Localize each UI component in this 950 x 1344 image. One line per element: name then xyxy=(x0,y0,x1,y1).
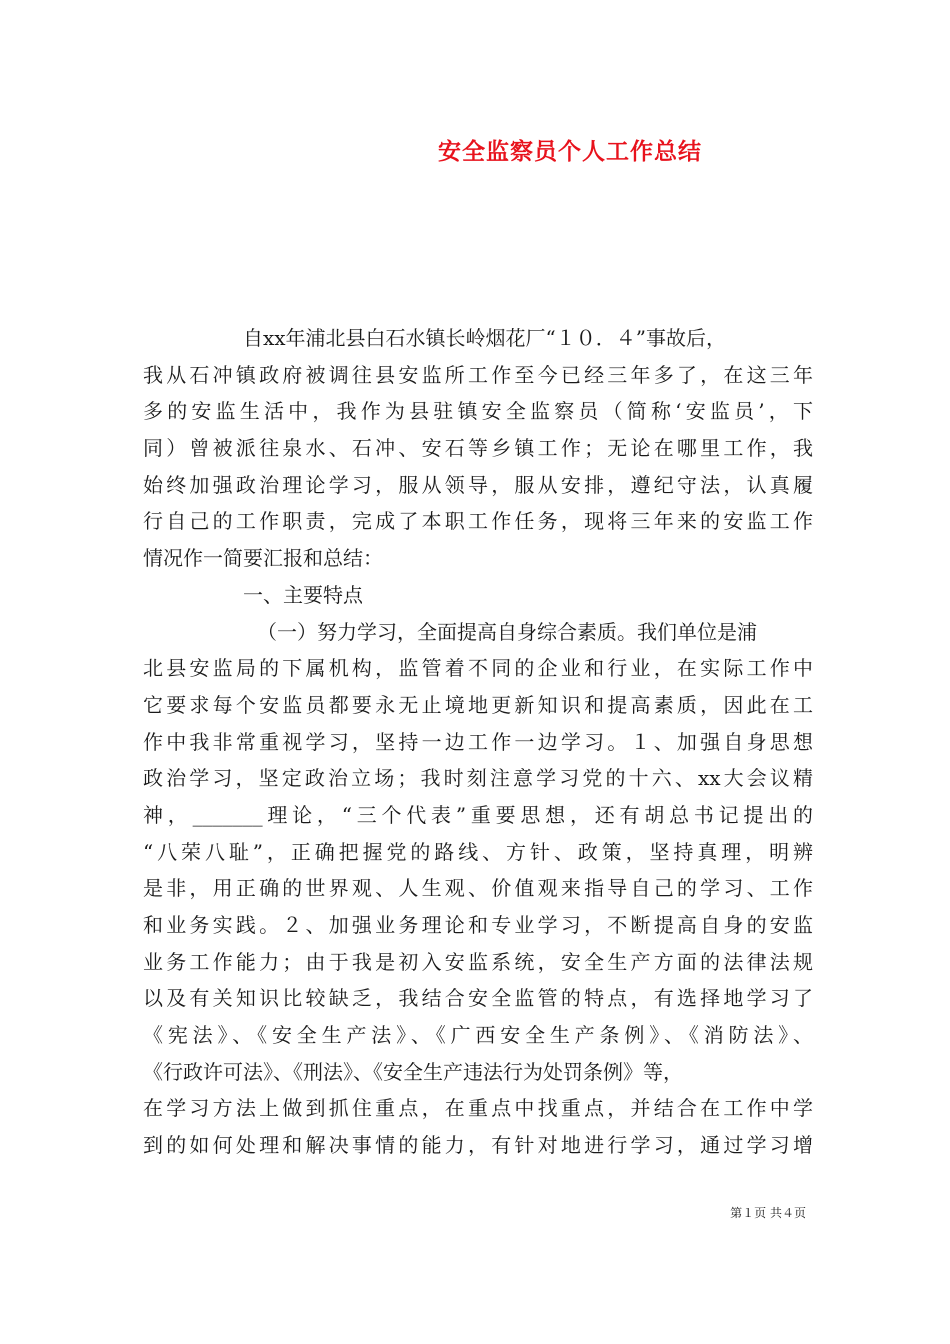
body-line: 一、主要特点 xyxy=(243,582,363,607)
body-line: 神，_______理论，“三个代表”重要思想，还有胡总书记提出的 xyxy=(143,802,813,827)
body-line: 到的如何处理和解决事情的能力，有针对地进行学习，通过学习增 xyxy=(143,1133,813,1158)
body-line: （一）努力学习，全面提高自身综合素质。我们单位是浦 xyxy=(257,619,757,644)
body-line: 行自己的工作职责，完成了本职工作任务，现将三年来的安监工作 xyxy=(143,509,813,534)
document-title: 安全监察员个人工作总结 xyxy=(438,138,702,165)
body-line: 以及有关知识比较缺乏，我结合安全监管的特点，有选择地学习了 xyxy=(143,986,813,1011)
body-line: 政治学习，坚定政治立场；我时刻注意学习党的十六、xx大会议精 xyxy=(143,766,813,791)
body-line: “八荣八耻”，正确把握党的路线、方针、政策，坚持真理，明辨 xyxy=(143,839,813,864)
document-body xyxy=(143,320,813,1164)
body-line: 《宪法》、《安全生产法》、《广西安全生产条例》、《消防法》、 xyxy=(143,1023,813,1048)
body-line: 自xx年浦北县白石水镇长岭烟花厂“１０．４”事故后， xyxy=(243,326,727,350)
page-footer: 第１页 共４页 xyxy=(730,1206,806,1220)
body-line: 它要求每个安监员都要永无止境地更新知识和提高素质，因此在工 xyxy=(143,692,813,717)
body-line: 业务工作能力；由于我是初入安监系统，安全生产方面的法律法规 xyxy=(143,949,813,974)
body-line: 始终加强政治理论学习，服从领导，服从安排，遵纪守法，认真履 xyxy=(143,472,813,497)
body-line: 同）曾被派往泉水、石冲、安石等乡镇工作；无论在哪里工作，我 xyxy=(143,436,813,461)
body-line: 和业务实践。２、加强业务理论和专业学习，不断提高自身的安监 xyxy=(143,913,813,937)
body-line: 在学习方法上做到抓住重点，在重点中找重点，并结合在工作中学 xyxy=(143,1096,813,1121)
body-line: 情况作一简要汇报和总结： xyxy=(143,546,383,571)
body-line: 我从石冲镇政府被调往县安监所工作至今已经三年多了，在这三年 xyxy=(143,362,813,387)
body-line: 是非，用正确的世界观、人生观、价值观来指导自己的学习、工作 xyxy=(143,876,813,901)
body-line: 作中我非常重视学习，坚持一边工作一边学习。１、加强自身思想 xyxy=(143,729,813,754)
body-line: 多的安监生活中，我作为县驻镇安全监察员（简称‘安监员’，下 xyxy=(143,399,813,424)
body-line: 北县安监局的下属机构，监管着不同的企业和行业，在实际工作中 xyxy=(143,656,813,681)
body-line: 《行政许可法》、《刑法》、《安全生产违法行为处罚条例》等， xyxy=(143,1059,683,1084)
